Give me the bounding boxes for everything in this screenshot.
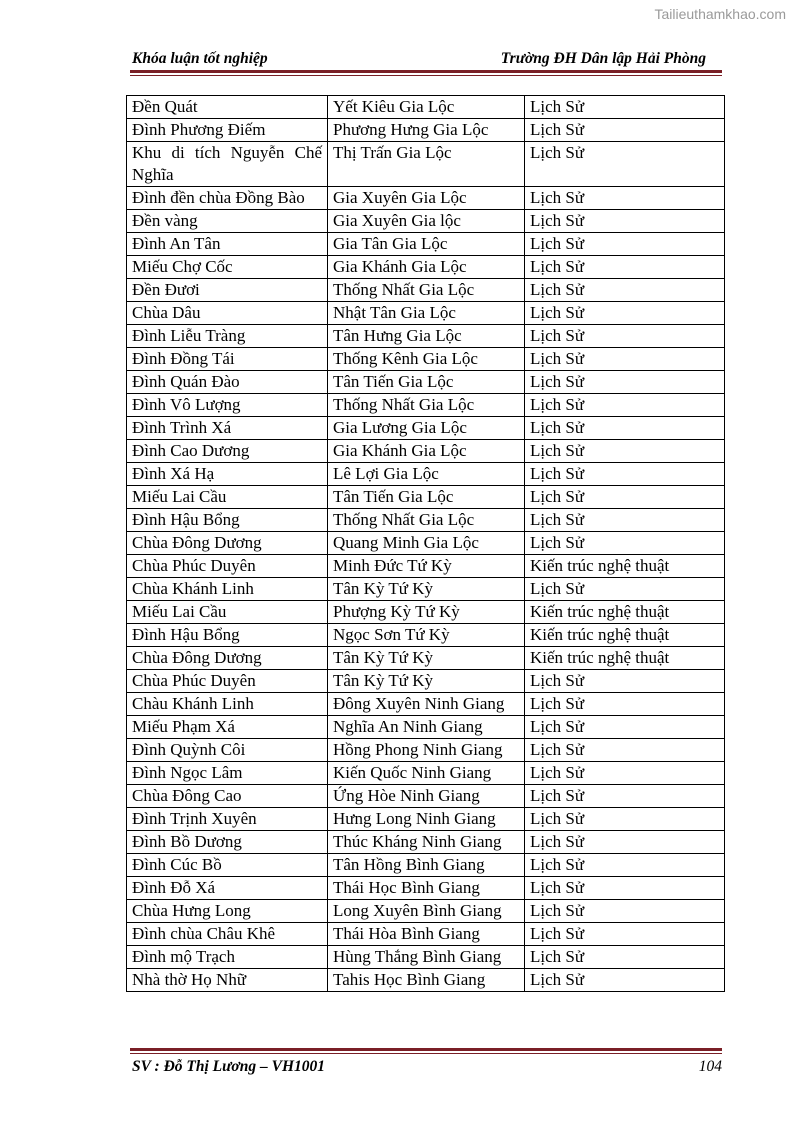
relic-name-cell: Đình đền chùa Đồng Bào (127, 187, 328, 210)
relic-name-cell: Đình Trịnh Xuyên (127, 808, 328, 831)
location-cell: Kiến Quốc Ninh Giang (328, 762, 525, 785)
relic-name-cell: Miếu Lai Cầu (127, 601, 328, 624)
location-cell: Hưng Long Ninh Giang (328, 808, 525, 831)
table-row (127, 96, 725, 119)
relic-name-cell: Khu di tích Nguyễn Chế Nghĩa (127, 142, 328, 187)
category-cell: Lịch Sử (525, 302, 725, 325)
category-cell: Lịch Sử (525, 946, 725, 969)
footer-student: SV : Đỗ Thị Lương – VH1001 (132, 1058, 326, 1075)
location-cell: Yết Kiêu Gia Lộc (328, 96, 525, 119)
location-cell: Thái Học Bình Giang (328, 877, 525, 900)
category-cell: Lịch Sử (525, 394, 725, 417)
table-row (127, 877, 725, 900)
relic-name-cell: Đình Cúc Bồ (127, 854, 328, 877)
location-cell: Gia Tân Gia Lộc (328, 233, 525, 256)
category-cell: Lịch Sử (525, 877, 725, 900)
category-cell: Lịch Sử (525, 969, 725, 992)
location-cell: Gia Xuyên Gia lộc (328, 210, 525, 233)
table-row (127, 394, 725, 417)
table-row (127, 463, 725, 486)
relic-name-cell: Đình Xá Hạ (127, 463, 328, 486)
relic-name-cell: Chùa Khánh Linh (127, 578, 328, 601)
location-cell: Hồng Phong Ninh Giang (328, 739, 525, 762)
location-cell: Tân Tiến Gia Lộc (328, 486, 525, 509)
relic-name-cell: Đình Đồng Tái (127, 348, 328, 371)
watermark: Tailieuthamkhao.com (654, 6, 786, 22)
category-cell: Lịch Sử (525, 509, 725, 532)
relic-name-cell: Chàu Khánh Linh (127, 693, 328, 716)
table-row (127, 486, 725, 509)
category-cell: Kiến trúc nghệ thuật (525, 555, 725, 578)
category-cell: Kiến trúc nghệ thuật (525, 647, 725, 670)
relic-name-cell: Miếu Chợ Cốc (127, 256, 328, 279)
location-cell: Minh Đức Tứ Kỳ (328, 555, 525, 578)
category-cell: Lịch Sử (525, 831, 725, 854)
header-divider (130, 70, 722, 76)
table-row (127, 946, 725, 969)
relic-name-cell: Đình Hậu Bổng (127, 509, 328, 532)
location-cell: Tân Hưng Gia Lộc (328, 325, 525, 348)
location-cell: Gia Xuyên Gia Lộc (328, 187, 525, 210)
category-cell: Lịch Sử (525, 808, 725, 831)
category-cell: Lịch Sử (525, 463, 725, 486)
table-row (127, 440, 725, 463)
location-cell: Thị Trấn Gia Lộc (328, 142, 525, 187)
category-cell: Lịch Sử (525, 739, 725, 762)
table-row (127, 578, 725, 601)
relic-name-cell: Chùa Hưng Long (127, 900, 328, 923)
relic-name-cell: Đình Đỗ Xá (127, 877, 328, 900)
header-thesis-title: Khóa luận tốt nghiệp (132, 50, 268, 67)
location-cell: Gia Lương Gia Lộc (328, 417, 525, 440)
location-cell: Tân Kỳ Tứ Kỳ (328, 578, 525, 601)
table-row (127, 739, 725, 762)
relic-name-cell: Chùa Đông Dương (127, 532, 328, 555)
category-cell: Lịch Sử (525, 486, 725, 509)
location-cell: Hùng Thắng Bình Giang (328, 946, 525, 969)
category-cell: Lịch Sử (525, 233, 725, 256)
table-row (127, 670, 725, 693)
footer-divider (130, 1048, 722, 1054)
table-row (127, 969, 725, 992)
relic-name-cell: Đình Bồ Dương (127, 831, 328, 854)
relic-name-cell: Đền vàng (127, 210, 328, 233)
relic-name-cell: Đền Đươi (127, 279, 328, 302)
table-row (127, 348, 725, 371)
location-cell: Nghĩa An Ninh Giang (328, 716, 525, 739)
location-cell: Ngọc Sơn Tứ Kỳ (328, 624, 525, 647)
table-row (127, 831, 725, 854)
relic-name-cell: Đình Phương Điếm (127, 119, 328, 142)
category-cell: Lịch Sử (525, 279, 725, 302)
category-cell: Lịch Sử (525, 670, 725, 693)
relic-name-cell: Miếu Phạm Xá (127, 716, 328, 739)
category-cell: Lịch Sử (525, 578, 725, 601)
category-cell: Lịch Sử (525, 440, 725, 463)
location-cell: Nhật Tân Gia Lộc (328, 302, 525, 325)
relic-table-body (127, 96, 725, 992)
category-cell: Lịch Sử (525, 142, 725, 187)
table-row (127, 302, 725, 325)
category-cell: Lịch Sử (525, 371, 725, 394)
table-row (127, 256, 725, 279)
table-row (127, 233, 725, 256)
category-cell: Lịch Sử (525, 854, 725, 877)
category-cell: Lịch Sử (525, 716, 725, 739)
table-row (127, 279, 725, 302)
page-header (132, 50, 706, 70)
relic-name-cell: Đền Quát (127, 96, 328, 119)
relic-name-cell: Miếu Lai Cầu (127, 486, 328, 509)
relic-name-cell: Đình mộ Trạch (127, 946, 328, 969)
page-footer (132, 1058, 722, 1078)
table-row (127, 601, 725, 624)
table-row (127, 923, 725, 946)
category-cell: Lịch Sử (525, 187, 725, 210)
header-university: Trường ĐH Dân lập Hải Phòng (500, 50, 706, 67)
location-cell: Thống Kênh Gia Lộc (328, 348, 525, 371)
table-row (127, 624, 725, 647)
table-row (127, 785, 725, 808)
relic-name-cell: Chùa Phúc Duyên (127, 670, 328, 693)
location-cell: Thống Nhất Gia Lộc (328, 394, 525, 417)
location-cell: Long Xuyên Bình Giang (328, 900, 525, 923)
table-row (127, 509, 725, 532)
location-cell: Lê Lợi Gia Lộc (328, 463, 525, 486)
table-row (127, 119, 725, 142)
table-row (127, 854, 725, 877)
table-row (127, 555, 725, 578)
location-cell: Gia Khánh Gia Lộc (328, 256, 525, 279)
category-cell: Lịch Sử (525, 532, 725, 555)
location-cell: Tân Hồng Bình Giang (328, 854, 525, 877)
category-cell: Lịch Sử (525, 119, 725, 142)
location-cell: Thống Nhất Gia Lộc (328, 279, 525, 302)
category-cell: Lịch Sử (525, 256, 725, 279)
category-cell: Lịch Sử (525, 210, 725, 233)
relic-name-cell: Chùa Đông Cao (127, 785, 328, 808)
table-row (127, 532, 725, 555)
table-row (127, 693, 725, 716)
location-cell: Đông Xuyên Ninh Giang (328, 693, 525, 716)
location-cell: Phượng Kỳ Tứ Kỳ (328, 601, 525, 624)
table-row (127, 808, 725, 831)
location-cell: Thái Hòa Bình Giang (328, 923, 525, 946)
category-cell: Lịch Sử (525, 96, 725, 119)
relic-name-cell: Đình Hậu Bổng (127, 624, 328, 647)
category-cell: Lịch Sử (525, 785, 725, 808)
relic-name-cell: Chùa Dâu (127, 302, 328, 325)
relic-table (126, 95, 725, 992)
relic-name-cell: Đình Quán Đào (127, 371, 328, 394)
page-number: 104 (698, 1058, 722, 1075)
relic-name-cell: Đình An Tân (127, 233, 328, 256)
table-row (127, 325, 725, 348)
category-cell: Lịch Sử (525, 923, 725, 946)
location-cell: Tân Tiến Gia Lộc (328, 371, 525, 394)
location-cell: Quang Minh Gia Lộc (328, 532, 525, 555)
location-cell: Tân Kỳ Tứ Kỳ (328, 670, 525, 693)
location-cell: Thống Nhất Gia Lộc (328, 509, 525, 532)
category-cell: Lịch Sử (525, 693, 725, 716)
table-row (127, 647, 725, 670)
relic-name-cell: Đình Cao Dương (127, 440, 328, 463)
location-cell: Phương Hưng Gia Lộc (328, 119, 525, 142)
location-cell: Ứng Hòe Ninh Giang (328, 785, 525, 808)
relic-name-cell: Chùa Đông Dương (127, 647, 328, 670)
location-cell: Tân Kỳ Tứ Kỳ (328, 647, 525, 670)
table-row (127, 900, 725, 923)
relic-name-cell: Chùa Phúc Duyên (127, 555, 328, 578)
category-cell: Kiến trúc nghệ thuật (525, 624, 725, 647)
relic-name-cell: Đình Vô Lượng (127, 394, 328, 417)
category-cell: Lịch Sử (525, 417, 725, 440)
relic-name-cell: Nhà thờ Họ Nhữ (127, 969, 328, 992)
relic-name-cell: Đình chùa Châu Khê (127, 923, 328, 946)
table-row (127, 210, 725, 233)
table-row (127, 142, 725, 187)
table-row (127, 187, 725, 210)
relic-name-cell: Đình Ngọc Lâm (127, 762, 328, 785)
relic-name-cell: Đình Liễu Tràng (127, 325, 328, 348)
table-row (127, 716, 725, 739)
table-row (127, 417, 725, 440)
table-row (127, 371, 725, 394)
category-cell: Lịch Sử (525, 762, 725, 785)
relic-name-cell: Đình Trình Xá (127, 417, 328, 440)
category-cell: Lịch Sử (525, 900, 725, 923)
location-cell: Thúc Kháng Ninh Giang (328, 831, 525, 854)
table-row (127, 762, 725, 785)
location-cell: Tahis Học Bình Giang (328, 969, 525, 992)
category-cell: Lịch Sử (525, 348, 725, 371)
category-cell: Kiến trúc nghệ thuật (525, 601, 725, 624)
category-cell: Lịch Sử (525, 325, 725, 348)
relic-name-cell: Đình Quỳnh Côi (127, 739, 328, 762)
location-cell: Gia Khánh Gia Lộc (328, 440, 525, 463)
